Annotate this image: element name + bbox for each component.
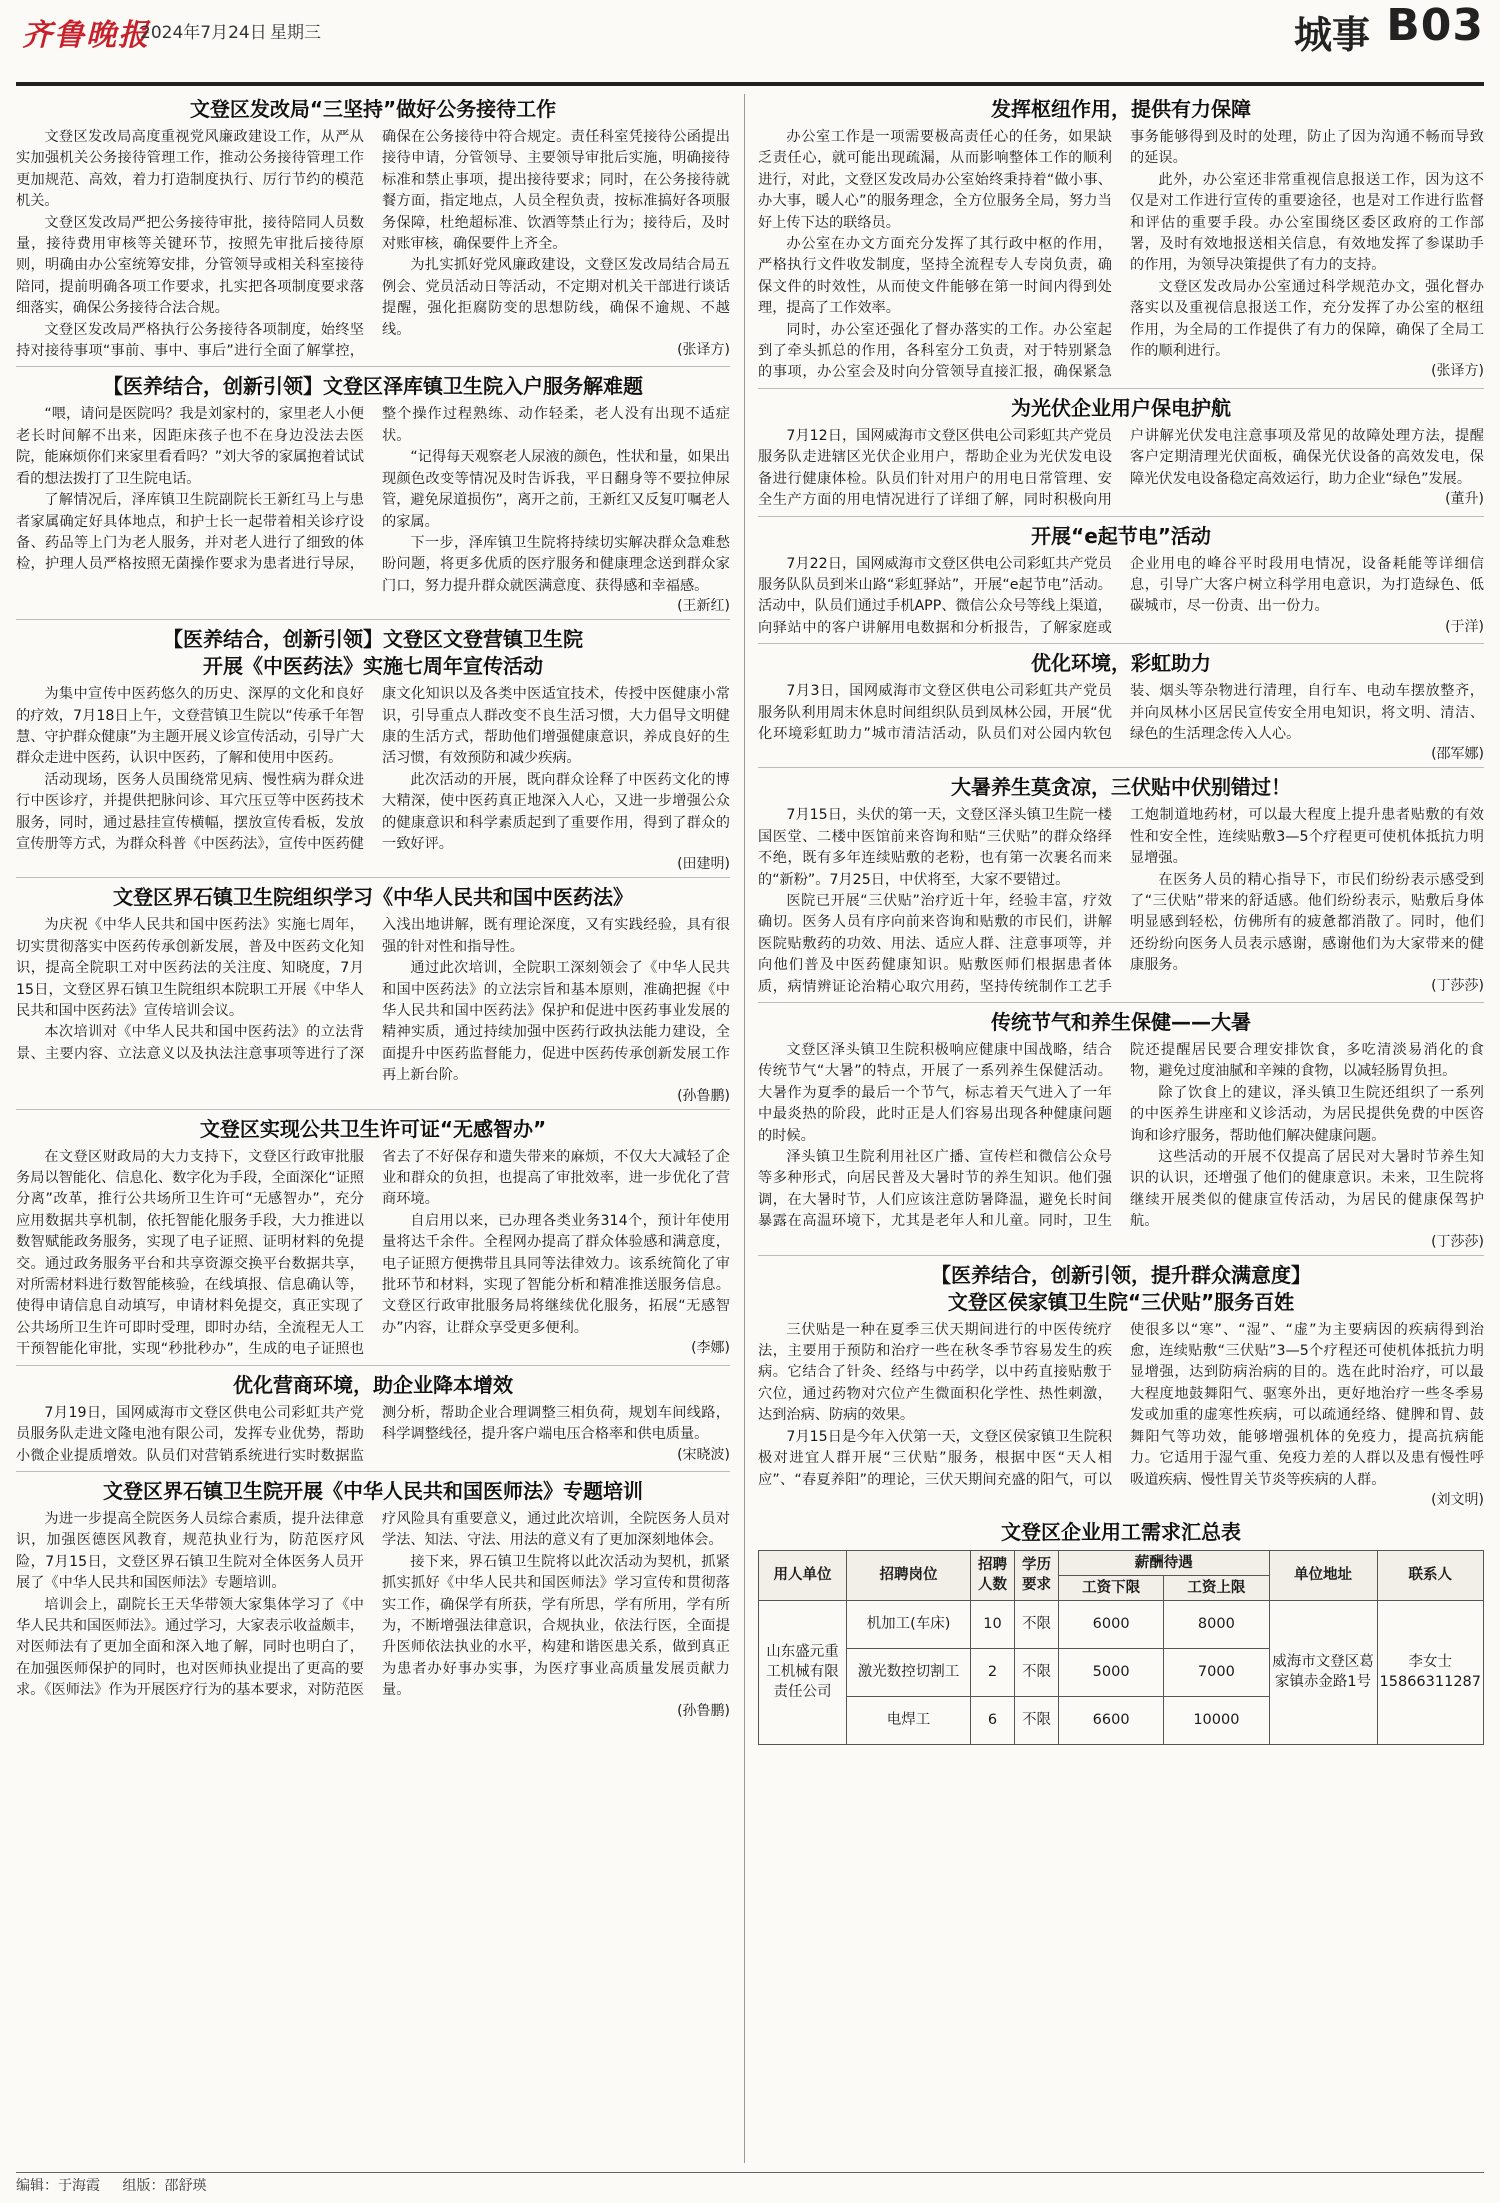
headline-line: 优化营商环境，助企业降本增效 xyxy=(233,1372,513,1397)
article xyxy=(16,626,730,878)
headline-line: 文登区实现公共卫生许可证“无感智办” xyxy=(199,1116,547,1141)
cell-salary-high: 10000 xyxy=(1164,1696,1269,1744)
article-byline: (宋晓波) xyxy=(677,1446,730,1463)
article-headline xyxy=(16,96,730,123)
paragraph: 此外，办公室还非常重视信息报送工作，因为这不仅是对工作进行宣传的重要途径，也是对工作进行监督和评估的重要手段。办公室围绕区委区政府的工作部署，及时有效地报送相关信息，有效地发挥了参谋助手的作用，为领导决策提供了有力的支持。 xyxy=(1130,171,1484,274)
cell-count: 10 xyxy=(971,1600,1015,1648)
headline-line: 文登区界石镇卫生院组织学习《中华人民共和国中医药法》 xyxy=(113,885,633,910)
article-headline xyxy=(758,96,1484,123)
headline-line: 开展《中医药法》实施七周年宣传活动 xyxy=(203,654,543,679)
footer-editor: 编辑：于海霞 xyxy=(16,2178,100,2194)
paragraph: 三伏贴是一种在夏季三伏天期间进行的中医传统疗法，主要用于预防和治疗一些在秋冬季节容易发生的疾病。它结合了针灸、经络与中药学，以中药直接贴敷于穴位，通过药物对穴位产生微面积化学性、热性刺激，达到治病、防病的效果。 xyxy=(758,1321,1112,1424)
article-byline: (丁莎莎) xyxy=(1431,1233,1484,1250)
cell-education: 不限 xyxy=(1015,1648,1059,1696)
th-company: 用人单位 xyxy=(759,1550,847,1600)
article-byline: (于洋) xyxy=(1445,618,1484,635)
article-body xyxy=(16,915,730,1104)
article-byline: (刘文明) xyxy=(1431,1491,1484,1508)
issue-date: 2024年7月24日 xyxy=(140,23,267,43)
article-headline xyxy=(758,1262,1484,1316)
cell-salary-low: 6000 xyxy=(1059,1600,1164,1648)
right-articles xyxy=(758,96,1484,1513)
article-byline: (王新红) xyxy=(677,598,730,615)
article-body xyxy=(16,1509,730,1720)
issue-weekday: 星期三 xyxy=(270,23,321,43)
paragraph: 为集中宣传中医药悠久的历史、深厚的文化和良好的疗效，7月18日上午，文登营镇卫生院以“传承千年智慧、守护群众健康”为主题开展义诊宣传活动，引导广大群众走进中医药，认识中医药，了解和使用中医药。 xyxy=(16,686,364,767)
cell-count: 2 xyxy=(971,1648,1015,1696)
article xyxy=(758,1262,1484,1513)
section-name: 城事 xyxy=(1293,12,1370,57)
article-body xyxy=(16,127,730,362)
paragraph: 办公室工作是一项需要极高责任心的任务，如果缺乏责任心，就可能出现疏漏，从而影响整体工作的顺利进行，对此，文登区发改局办公室始终秉持着“做小事、办大事，暖人心”的服务理念，全方位服务全局，努力当好上传下达的联络员。 xyxy=(758,129,1112,231)
article-headline xyxy=(16,1372,730,1399)
paragraph: 除了饮食上的建议，泽头镇卫生院还组织了一系列的中医养生讲座和义诊活动，为居民提供免费的中医咨询和诊疗服务，帮助他们解决健康问题。 xyxy=(1130,1084,1484,1144)
footer-layout: 组版：邵舒瑛 xyxy=(122,2178,207,2194)
paragraph: 文登区发改局严格执行公务接待各项制度，始终坚持对接待事项“事前、事中、事后”进行全面了解掌控，确保在公务接待中符合规定。责任科室凭接待公函提出接待申请，分管领导、主要领导审批后实施，明确接待标准和禁止事项，提出接待要求；同时，在公务接待就餐方面，指定地点，人员全程负责，按标准搞好各项服务保障，杜绝超标准、饮酒等禁止行为；接待后，及时对账审核，确保要件上齐全。 xyxy=(16,129,730,360)
paragraph: 培训会上，副院长王天华带领大家集体学习了《中华人民共和国医师法》。通过学习，大家表示收益颇丰，对医师法有了更加全面和深入地了解，同时也明白了，在加强医师保护的同时，也对医师执业提出了更高的要求。《医师法》作为开展医疗行为的基本要求，对防范医疗风险具有重要意义，通过此次培训，全院医务人员对学法、知法、守法、用法的意义有了更加深刻地体会。 xyxy=(16,1510,730,1699)
cell-position: 机加工(车床) xyxy=(847,1600,971,1648)
masthead xyxy=(0,0,1500,82)
article-byline: (李娜) xyxy=(691,1340,730,1357)
paragraph: 医院已开展“三伏贴”治疗近十年，经验丰富，疗效确切。医务人员有序向前来咨询和贴敷的市民们，讲解医院贴敷药的功效、用法、适应人群、注意事项等，并向他们普及中医药健康知识。贴敷医师们根据患者体质，病情辨证论治精心取穴用药，坚持传统制作工艺手工炮制道地药材，可以最大程度上提升患者贴敷的有效性和安全性，连续贴敷3—5个疗程更可使机体抵抗力明显增强。 xyxy=(758,807,1484,995)
th-address: 单位地址 xyxy=(1269,1550,1377,1600)
page-number: B03 xyxy=(1386,0,1484,51)
article-byline: (邵军娜) xyxy=(1431,746,1484,763)
cell-company: 山东盛元重工机械有限责任公司 xyxy=(759,1600,847,1744)
paragraph: 7月15日，头伏的第一天，文登区泽头镇卫生院一楼国医堂、二楼中医馆前来咨询和贴“三伏贴”的群众络绎不绝，既有多年连续贴敷的老粉，也有第一次裹名而来的“新粉”。7月25日，中伏将至，大家不要错过。 xyxy=(758,807,1112,888)
paragraph: 接下来，界石镇卫生院将以此次活动为契机，抓紧抓实抓好《中华人民共和国医师法》学习宣传和贯彻落实工作，确保学有所获，学有所思，学有所用，学有所为，不断增强法律意识，合规执业，依法行医，全面提升医师依法执业的水平，构建和谐医患关系，做到真正为患者办好事办实事，为医疗事业高质量发展贡献力量。 xyxy=(382,1553,730,1699)
article-body xyxy=(16,1147,730,1361)
article-body xyxy=(16,1403,730,1467)
article-body xyxy=(758,554,1484,640)
article-body xyxy=(758,805,1484,998)
article-byline: (田建明) xyxy=(677,856,730,873)
article-byline: (张译方) xyxy=(1431,363,1484,380)
article-headline xyxy=(16,373,730,400)
paragraph: 文登区发改局办公室通过科学规范办文，强化督办落实以及重视信息报送工作，充分发挥了办公室的枢纽作用，为全局的工作提供了有力的保障，确保了全局工作的顺利进行。 xyxy=(1130,278,1484,360)
article-body xyxy=(758,1320,1484,1509)
left-column xyxy=(16,94,730,2163)
headline-line: 【医养结合，创新引领】文登区泽库镇卫生院入户服务解难题 xyxy=(103,374,643,399)
cell-salary-low: 6600 xyxy=(1059,1696,1164,1744)
paragraph: 在文登区财政局的大力支持下，文登区行政审批服务局以智能化、信息化、数字化为手段，全面深化“证照分离”改革，推行公共场所卫生许可“无感智办”，充分应用数据共享机制，依托智能化服务手段，大力推进以数智赋能政务服务，实现了电子证照、证明材料的免提交。通过政务服务平台和共享资源交换平台数据共享，对所需材料进行数智能核验，在线填报、信息确认等，使得申请信息自动填写，申请材料免提交，真正实现了公共场所卫生许可即时受理，即时办结，全流程无人工干预智能化审批，实现“秒批秒办”，生成的电子证照也省去了不好保存和遗失带来的麻烦，不仅大大减轻了企业和群众的负担，也提高了审批效率，进一步优化了营商环境。 xyxy=(16,1148,730,1358)
article xyxy=(758,395,1484,517)
article xyxy=(16,884,730,1109)
th-salary-low: 工资下限 xyxy=(1059,1575,1164,1600)
cell-position: 激光数控切割工 xyxy=(847,1648,971,1696)
cell-contact: 李女士 15866311287 xyxy=(1377,1600,1483,1744)
article xyxy=(16,373,730,620)
paragraph: 文登区发改局严把公务接待审批，接待陪同人员数量，接待费用审核等关键环节，按照先审批后接待原则，明确由办公室统筹安排，分管领导或相关科室接待陪同，提前明确各项工作要求，扎实把各项制度要求落细落实，确保公务接待合法合规。 xyxy=(16,214,364,317)
paragraph: 文登区发改局高度重视党风廉政建设工作，从严从实加强机关公务接待管理工作，推动公务接待管理工作更加规范、高效，着力打造制度执行、厉行节约的模范机关。 xyxy=(16,129,364,210)
paragraph: 活动现场，医务人员围绕常见病、慢性病为群众进行中医诊疗，并提供把脉问诊、耳穴压豆等中医药技术服务，同时，通过悬挂宣传横幅，摆放宣传看板，发放宣传册等方式，为群众科普《中医药法》，宣传中医药健康文化知识以及各类中医适宜技术，传授中医健康小常识，引导重点人群改变不良生活习惯，大力倡导文明健康的生活方式，帮助他们增强健康意识，养成良好的生活习惯，有效预防和减少疾病。 xyxy=(16,686,730,852)
article xyxy=(758,650,1484,768)
headline-line: 【医养结合，创新引领】文登区文登营镇卫生院 xyxy=(163,627,583,652)
table-row xyxy=(759,1600,1484,1648)
article-headline xyxy=(16,1116,730,1143)
th-count: 招聘人数 xyxy=(971,1550,1015,1600)
th-salary: 薪酬待遇 xyxy=(1059,1550,1270,1575)
paragraph: 了解情况后，泽库镇卫生院副院长王新红马上与患者家属确定好具体地点，和护士长一起带着相关诊疗设备、药品等上门为老人服务，并对老人进行了细致的体检，护理人员严格按照无菌操作要求为患者进行导尿，整个操作过程熟练、动作轻柔，老人没有出现不适症状。 xyxy=(16,406,730,573)
article xyxy=(16,1478,730,1724)
page-footer xyxy=(16,2175,224,2195)
article xyxy=(758,523,1484,645)
paragraph: “记得每天观察老人尿液的颜色，性状和量，如果出现颜色改变等情况及时告诉我，平日翻身等不要拉伸尿管，避免尿道损伤”，离开之前，王新红又反复叮嘱老人的家属。 xyxy=(382,449,730,530)
headline-line: 大暑养生莫贪凉，三伏贴中伏别错过！ xyxy=(951,775,1291,800)
right-column xyxy=(758,94,1484,2163)
paragraph: 通过此次培训，全院职工深刻领会了《中华人民共和国中医药法》的立法宗旨和基本原则，准确把握《中华人民共和国中医药法》保护和促进中医药事业发展的精神实质，通过持续加强中医药行政执法能力建设，全面提升中医药监督能力，促进中医药传承创新发展工作再上新台阶。 xyxy=(382,960,730,1084)
article-byline: (董升) xyxy=(1445,491,1484,508)
cell-address: 威海市文登区葛家镇赤金路1号 xyxy=(1269,1600,1377,1744)
paragraph: 7月3日，国网威海市文登区供电公司彩虹共产党员服务队利用周末休息时间组织队员到凤林公园，开展“优化环境彩虹助力”城市清洁活动，队员们对公园内软包装、烟头等杂物进行清理，自行车、电动车摆放整齐，并向凤林小区居民宣传安全用电知识，将文明、清洁、绿色的生活理念传入人心。 xyxy=(758,683,1484,742)
article-headline xyxy=(16,1478,730,1505)
paragraph: 办公室在办文方面充分发挥了其行政中枢的作用，严格执行文件收发制度，坚持全流程专人专岗负责，确保文件的时效性，从而使文件能够在第一时间内得到处理，提高了工作效率。 xyxy=(758,236,1112,317)
jobs-table-title: 文登区企业用工需求汇总表 xyxy=(1001,1519,1241,1544)
headline-line: 【医养结合，创新引领，提升群众满意度】 xyxy=(931,1262,1311,1287)
paragraph: 为扎实抓好党风廉政建设，文登区发改局结合局五例会、党员活动日等活动，不定期对机关干部进行谈话提醒，强化拒腐防变的思想防线，确保不逾规、不越线。 xyxy=(382,257,730,338)
paragraph: 7月12日，国网威海市文登区供电公司彩虹共产党员服务队走进辖区光伏企业用户，帮助企业为光伏发电设备进行健康体检。队员们针对用户的用电日常管理、安全生产方面的用电情况进行了详细了解，同时积极向用户讲解光伏发电注意事项及常见的故障处理方法，提醒客户定期清理光伏面板，确保光伏设备的高效发电，保障光伏发电设备稳定高效运行，助力企业“绿色”发展。 xyxy=(758,427,1484,509)
article-body xyxy=(758,127,1484,384)
paragraph: 泽头镇卫生院利用社区广播、宣传栏和微信公众号等多种形式，向居民普及大暑时节的养生知识。他们强调，在大暑时节，人们应该注意防暑降温，避免长时间暴露在高温环境下，尤其是老年人和儿童。同时，卫生院还提醒居民要合理安排饮食，多吃清淡易消化的食物，避免过度油腻和辛辣的食物，以减轻肠胃负担。 xyxy=(758,1042,1484,1230)
article-byline: (张译方) xyxy=(677,342,730,359)
article-body xyxy=(16,404,730,615)
paragraph: 此次活动的开展，既向群众诠释了中医药文化的博大精深，使中医药真正地深入人心，又进一步增强公众的健康意识和科学素质起到了重要作用，得到了群众的一致好评。 xyxy=(382,771,730,852)
paragraph: 7月22日，国网威海市文登区供电公司彩虹共产党员服务队队员到米山路“彩虹驿站”，开展“e起节电”活动。活动中，队员们通过手机APP、微信公众号等线上渠道，向驿站中的客户讲解用电数据和分析报告，了解家庭或企业用电的峰谷平时段用电情况，设备耗能等详细信息，引导广大客户树立科学用电意识，为打造绿色、低碳城市，尽一份责、出一份力。 xyxy=(758,555,1484,636)
cell-salary-low: 5000 xyxy=(1059,1648,1164,1696)
paragraph: 自启用以来，已办理各类业务314个，预计年使用量将达千余件。全程网办提高了群众体验感和满意度，电子证照方便携带且具同等法律效力。该系统简化了审批环节和材料，实现了智能分析和精准推送服务信息。文登区行政审批服务局将继续优化服务，拓展“无感智办”内容，让群众享受更多便利。 xyxy=(382,1212,730,1336)
th-salary-high: 工资上限 xyxy=(1164,1575,1269,1600)
headline-line: 文登区界石镇卫生院开展《中华人民共和国医师法》专题培训 xyxy=(103,1478,643,1503)
paragraph: 同时，办公室还强化了督办落实的工作。办公室起到了牵头抓总的作用，各科室分工负责，对于特别紧急的事项，办公室会及时向分管领导直接汇报，确保紧急事务能够得到及时的处理，防止了因为沟通不畅而导致的延误。 xyxy=(758,129,1484,381)
headline-line: 文登区发改局“三坚持”做好公务接待工作 xyxy=(189,97,557,121)
paragraph: 为庆祝《中华人民共和国中医药法》实施七周年，切实贯彻落实中医药传承创新发展，普及中医药文化知识，提高全院职工对中医药法的关注度、知晓度，7月15日，文登区界石镇卫生院组织本院职工开展《中华人民共和国中医药法》宣传培训会议。 xyxy=(16,917,364,1019)
paragraph: 为进一步提高全院医务人员综合素质，提升法律意识，加强医德医风教育，规范执业行为，防范医疗风险，7月15日，文登区界石镇卫生院对全体医务人员开展了《中华人民共和国医师法》专题培训。 xyxy=(16,1510,364,1592)
headline-line: 传统节气和养生保健——大暑 xyxy=(991,1010,1251,1034)
article-headline xyxy=(758,650,1484,677)
paragraph: 文登区泽头镇卫生院积极响应健康中国战略，结合传统节气“大暑”的特点，开展了一系列养生保健活动。大暑作为夏季的最后一个节气，标志着天气进入了一年中最炎热的阶段，此时正是人们容易出现各种健康问题的时候。 xyxy=(758,1042,1112,1144)
cell-salary-high: 8000 xyxy=(1164,1600,1269,1648)
jobs-table-section xyxy=(758,1519,1484,1749)
article-headline xyxy=(758,523,1484,550)
paragraph: 这些活动的开展不仅提高了居民对大暑时节养生知识的认识，还增强了他们的健康意识。未来，卫生院将继续开展类似的健康宣传活动，为居民的健康保驾护航。 xyxy=(1130,1149,1484,1230)
cell-position: 电焊工 xyxy=(847,1696,971,1744)
article xyxy=(16,1116,730,1366)
headline-line: 开展“e起节电”活动 xyxy=(1031,523,1211,548)
article xyxy=(16,96,730,367)
article-body xyxy=(758,426,1484,512)
article-byline: (丁莎莎) xyxy=(1431,977,1484,994)
article-byline: (孙鲁鹏) xyxy=(677,1702,730,1719)
article xyxy=(758,774,1484,1003)
article-byline: (孙鲁鹏) xyxy=(677,1087,730,1104)
cell-education: 不限 xyxy=(1015,1696,1059,1744)
masthead-rule xyxy=(16,82,1484,86)
article-headline xyxy=(16,884,730,911)
paragraph: 下一步，泽库镇卫生院将持续切实解决群众急难愁盼问题，将更多优质的医疗服务和健康理念送到群众家门口，努力提升群众就医满意度、获得感和幸福感。 xyxy=(382,534,730,594)
headline-line: 文登区侯家镇卫生院“三伏贴”服务百姓 xyxy=(947,1289,1295,1314)
cell-count: 6 xyxy=(971,1696,1015,1744)
article xyxy=(16,1372,730,1472)
newspaper-logo: 齐鲁晚报 xyxy=(22,18,150,53)
cell-salary-high: 7000 xyxy=(1164,1648,1269,1696)
article-headline xyxy=(758,395,1484,422)
th-education: 学历要求 xyxy=(1015,1550,1059,1600)
paragraph: 在医务人员的精心指导下，市民们纷纷表示感受到了“三伏贴”带来的舒适感。他们纷纷表示，贴敷后身体明显感到轻松，仿佛所有的疲惫都消散了。同时，他们还纷纷向医务人员表示感谢，感谢他们为大家带来的健康服务。 xyxy=(1130,871,1484,974)
paragraph: 本次培训对《中华人民共和国中医药法》的立法背景、主要内容、立法意义以及执法注意事项等进行了深入浅出地讲解，既有理论深度，又有实践经验，具有很强的针对性和指导性。 xyxy=(16,917,730,1062)
th-position: 招聘岗位 xyxy=(847,1550,971,1600)
article xyxy=(758,96,1484,389)
headline-line: 发挥枢纽作用，提供有力保障 xyxy=(991,97,1251,121)
headline-line: 优化环境，彩虹助力 xyxy=(1031,651,1211,676)
headline-line: 为光伏企业用户保电护航 xyxy=(1011,395,1231,420)
paragraph: “喂，请问是医院吗？我是刘家村的，家里老人小便老长时间解不出来，因距床孩子也不在身边没法去医院，能麻烦你们来家里看看吗？”刘大爷的家属抱着试试看的想法拨打了卫生院电话。 xyxy=(16,406,364,487)
th-contact: 联系人 xyxy=(1377,1550,1483,1600)
cell-education: 不限 xyxy=(1015,1600,1059,1648)
paragraph: 7月15日是今年入伏第一天，文登区侯家镇卫生院积极对进宜人群开展“三伏贴”服务，根据中医“天人相应”、“春夏养阳”的理论，三伏天期间充盛的阳气，可以使很多以“寒”、“湿”、“虚”为主要病因的疾病得到治愈，连续贴敷“三伏贴”3—5个疗程还可使机体抵抗力明显增强，达到防病治病的目的。选在此时治疗，可以最大程度地鼓舞阳气、驱寒外出，更好地治疗一些冬季易发或加重的虚寒性疾病，可以疏通经络、健脾和胃、鼓舞阳气等功效，能够增强机体的免疫力，提高抗病能力。它适用于湿气重、免疫力差的人群以及患有慢性呼吸道疾病、慢性胃关节炎等疾病的人群。 xyxy=(758,1321,1484,1488)
footer-rule xyxy=(16,2172,1484,2173)
article xyxy=(758,1009,1484,1256)
column-divider xyxy=(744,94,745,2163)
article-body xyxy=(758,1040,1484,1251)
article-headline xyxy=(758,774,1484,801)
article-body xyxy=(758,681,1484,763)
article-headline xyxy=(16,626,730,680)
article-body xyxy=(16,684,730,873)
paragraph: 7月19日，国网威海市文登区供电公司彩虹共产党员服务队走进文隆电池有限公司，发挥专业优势，帮助小微企业提质增效。队员们对营销系统进行实时数据监测分析，帮助企业合理调整三相负荷，规划车间线路，科学调整线径，提升客户端电压合格率和供电质量。 xyxy=(16,1404,730,1464)
article-headline xyxy=(758,1009,1484,1036)
jobs-table xyxy=(758,1550,1484,1745)
